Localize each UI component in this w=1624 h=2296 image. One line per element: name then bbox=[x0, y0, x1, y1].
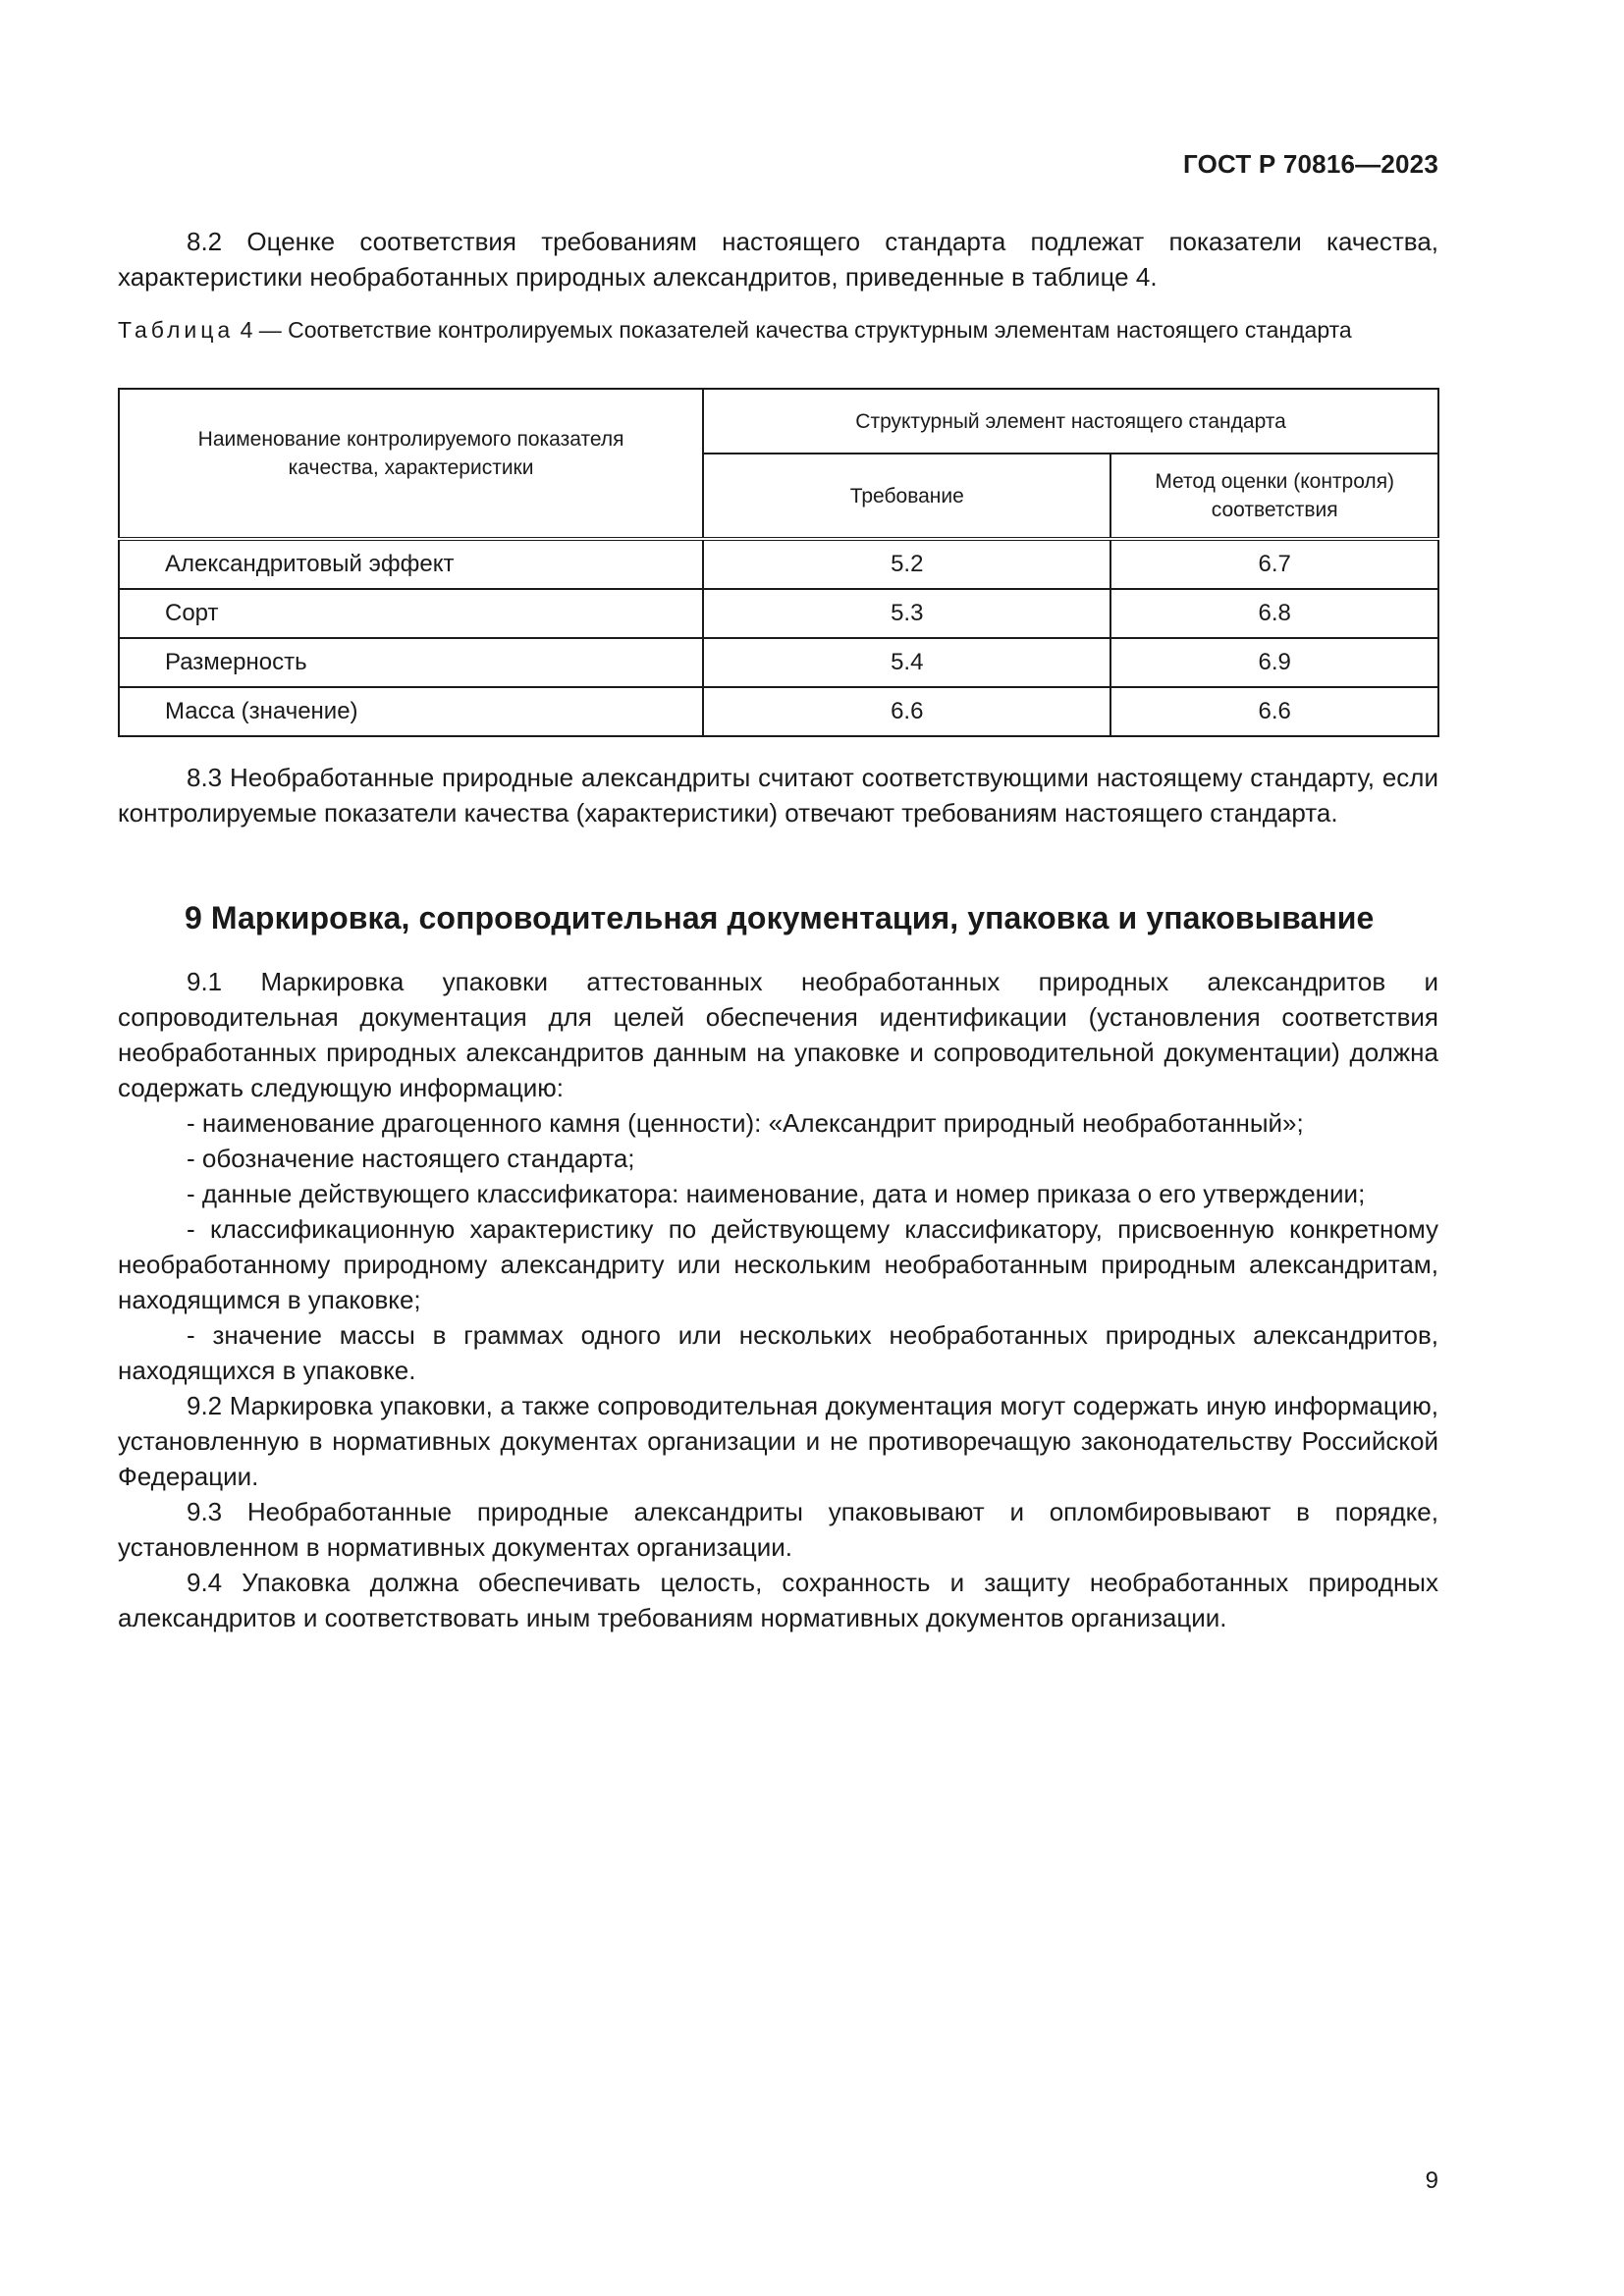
page-number: 9 bbox=[1425, 2167, 1438, 2194]
section-9-heading: 9 Маркировка, сопроводительная документация, упаковка и упаковывание bbox=[185, 900, 1375, 935]
row-requirement: 5.4 bbox=[703, 638, 1110, 687]
document-code: ГОСТ Р 70816—2023 bbox=[1183, 149, 1438, 179]
table-caption-text: 4 — Соответствие контролируемых показателей качества структурным элементам настоящего стандарта bbox=[234, 317, 1352, 343]
section-9-body bbox=[118, 964, 1438, 1635]
list-item: - значение массы в граммах одного или нескольких необработанных природных александритов, находящихся в упаковке. bbox=[118, 1320, 1438, 1385]
table-row bbox=[119, 589, 1438, 638]
paragraph-9-2: 9.2 Маркировка упаковки, а также сопроводительная документация могут содержать иную информацию, установленную в нормативных документах организации и не противоречащую законодательству Российской Федерации. bbox=[118, 1391, 1438, 1491]
row-requirement: 5.3 bbox=[703, 589, 1110, 638]
table-caption bbox=[118, 314, 1438, 346]
header-structural-element: Структурный элемент настоящего стандарта bbox=[703, 389, 1438, 454]
section-8-conclusion bbox=[118, 760, 1438, 830]
list-item: - классификационную характеристику по действующему классификатору, присвоенную конкретному необработанному природному александриту или нескольким необработанным природным александритам, находящимся в упаковке; bbox=[118, 1214, 1438, 1314]
row-name: Александритовый эффект bbox=[119, 539, 703, 589]
table-row bbox=[119, 687, 1438, 736]
row-method: 6.7 bbox=[1110, 539, 1438, 589]
row-requirement: 6.6 bbox=[703, 687, 1110, 736]
table-caption-label: Таблица bbox=[118, 317, 235, 343]
row-method: 6.8 bbox=[1110, 589, 1438, 638]
header-requirement: Требование bbox=[703, 454, 1110, 539]
section-8-intro bbox=[118, 224, 1438, 294]
row-method: 6.6 bbox=[1110, 687, 1438, 736]
quality-indicators-table bbox=[118, 388, 1439, 737]
list-item: - обозначение настоящего стандарта; bbox=[187, 1144, 635, 1173]
header-indicator-name: Наименование контролируемого показателя качества, характеристики bbox=[119, 389, 703, 539]
list-item: - наименование драгоценного камня (ценности): «Александрит природный необработанный»; bbox=[187, 1108, 1304, 1138]
table-row bbox=[119, 638, 1438, 687]
row-name: Масса (значение) bbox=[119, 687, 703, 736]
paragraph-8-3: 8.3 Необработанные природные александриты считают соответствующими настоящему стандарту, если контролируемые показатели качества (характеристики) отвечают требованиям настоящего стандарта. bbox=[118, 763, 1438, 828]
list-item: - данные действующего классификатора: наименование, дата и номер приказа о его утверждении; bbox=[187, 1179, 1366, 1208]
header-method: Метод оценки (контроля) соответствия bbox=[1110, 454, 1438, 539]
table-row bbox=[119, 539, 1438, 589]
row-name: Сорт bbox=[119, 589, 703, 638]
paragraph-9-1: 9.1 Маркировка упаковки аттестованных необработанных природных александритов и сопроводительная документация для целей обеспечения идентификации (установления соответствия необработанных природных александритов данным на упаковке и сопроводительной документации) должна содержать следующую информацию: bbox=[118, 967, 1438, 1102]
paragraph-9-4: 9.4 Упаковка должна обеспечивать целость, сохранность и защиту необработанных природных александритов и соответствовать иным требованиям нормативных документов организации. bbox=[118, 1568, 1438, 1632]
paragraph-8-2: 8.2 Оценке соответствия требованиям настоящего стандарта подлежат показатели качества, характеристики необработанных природных александритов, приведенные в таблице 4. bbox=[118, 227, 1438, 292]
row-name: Размерность bbox=[119, 638, 703, 687]
row-method: 6.9 bbox=[1110, 638, 1438, 687]
paragraph-9-3: 9.3 Необработанные природные александриты упаковывают и опломбировывают в порядке, установленном в нормативных документах организации. bbox=[118, 1497, 1438, 1562]
row-requirement: 5.2 bbox=[703, 539, 1110, 589]
